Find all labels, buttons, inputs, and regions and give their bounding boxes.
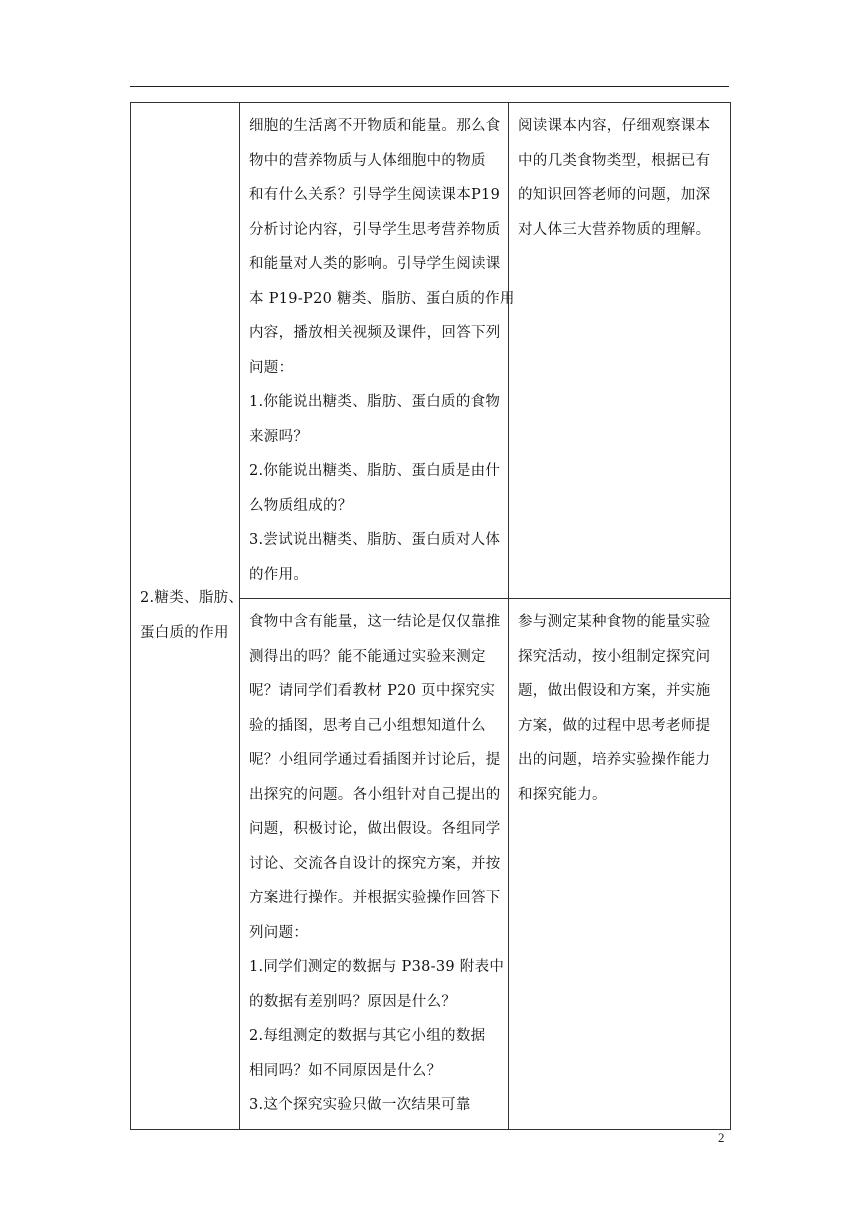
text-line: 列问题： bbox=[249, 924, 309, 941]
text-line: 的作用。 bbox=[249, 566, 309, 583]
text-line: 么物质组成的？ bbox=[249, 497, 353, 514]
text-line: 和有什么关系？引导学生阅读课本P19 bbox=[249, 187, 501, 203]
text-line: 测得出的吗？能不能通过实验来测定 bbox=[249, 648, 486, 665]
text-line: 和能量对人类的影响。引导学生阅读课 bbox=[249, 256, 501, 272]
text-line: 问题，积极讨论，做出假设。各组同学 bbox=[249, 821, 501, 837]
teacher-activity-cell bbox=[240, 599, 509, 1130]
text-line: 阅读课本内容，仔细观察课本 bbox=[518, 118, 711, 134]
text-line: 2.你能说出糖类、脂肪、蛋白质是由什 bbox=[249, 463, 501, 479]
page-number: 2 bbox=[718, 1130, 725, 1145]
student-activity-cell bbox=[509, 599, 731, 1130]
text-line: 细胞的生活离不开物质和能量。那么食 bbox=[249, 118, 501, 134]
text-line: 验的插图，思考自己小组想知道什么 bbox=[249, 717, 486, 734]
text-line: 出的问题，培养实验操作能力 bbox=[518, 752, 711, 768]
text-line: 和探究能力。 bbox=[518, 786, 607, 803]
text-line: 对人体三大营养物质的理解。 bbox=[518, 221, 711, 238]
text-line: 的知识回答老师的问题，加深 bbox=[518, 187, 711, 203]
text-line: 来源吗？ bbox=[249, 428, 309, 445]
topic-cell bbox=[131, 103, 244, 1130]
text-line: 物中的营养物质与人体细胞中的物质 bbox=[249, 152, 486, 169]
text-line: 中的几类食物类型，根据已有 bbox=[518, 152, 711, 169]
text-line: 呢？小组同学通过看插图并讨论后，提 bbox=[249, 752, 501, 768]
text-line: 题，做出假设和方案，并实施 bbox=[518, 683, 711, 699]
table-row bbox=[131, 103, 731, 599]
teacher-activity-cell bbox=[240, 103, 515, 599]
text-line: 的数据有差别吗？原因是什么？ bbox=[249, 993, 457, 1010]
text-line: 呢？请同学们看教材 P20 页中探究实 bbox=[249, 683, 496, 699]
text-line: 3.尝试说出糖类、脂肪、蛋白质对人体 bbox=[249, 532, 501, 548]
text-line: 问题： bbox=[249, 359, 294, 376]
text-line: 本 P19-P20 糖类、脂肪、蛋白质的作用 bbox=[249, 290, 515, 307]
text-line: 讨论、交流各自设计的探究方案，并按 bbox=[249, 855, 501, 872]
text-line: 方案，做的过程中思考老师提 bbox=[518, 717, 711, 734]
student-activity-cell bbox=[509, 103, 731, 599]
topic-line: 2.糖类、脂肪、 bbox=[140, 590, 244, 607]
text-line: 方案进行操作。并根据实验操作回答下 bbox=[249, 890, 501, 906]
text-line: 探究活动，按小组制定探究问 bbox=[518, 648, 711, 665]
text-line: 相同吗？如不同原因是什么？ bbox=[249, 1062, 442, 1079]
text-line: 食物中含有能量，这一结论是仅仅靠推 bbox=[249, 614, 501, 630]
lesson-table bbox=[130, 102, 731, 1130]
text-line: 分析讨论内容，引导学生思考营养物质 bbox=[249, 221, 501, 238]
header-rule bbox=[130, 86, 729, 87]
text-line: 1.同学们测定的数据与 P38-39 附表中 bbox=[249, 959, 505, 975]
text-line: 内容，播放相关视频及课件，回答下列 bbox=[249, 325, 501, 341]
text-line: 参与测定某种食物的能量实验 bbox=[518, 614, 711, 630]
topic-line: 蛋白质的作用 bbox=[140, 624, 229, 641]
text-line: 1.你能说出糖类、脂肪、蛋白质的食物 bbox=[249, 394, 501, 410]
text-line: 出探究的问题。各小组针对自己提出的 bbox=[249, 786, 501, 803]
text-line: 2.每组测定的数据与其它小组的数据 bbox=[249, 1028, 486, 1044]
text-line: 3.这个探究实验只做一次结果可靠 bbox=[249, 1097, 471, 1113]
